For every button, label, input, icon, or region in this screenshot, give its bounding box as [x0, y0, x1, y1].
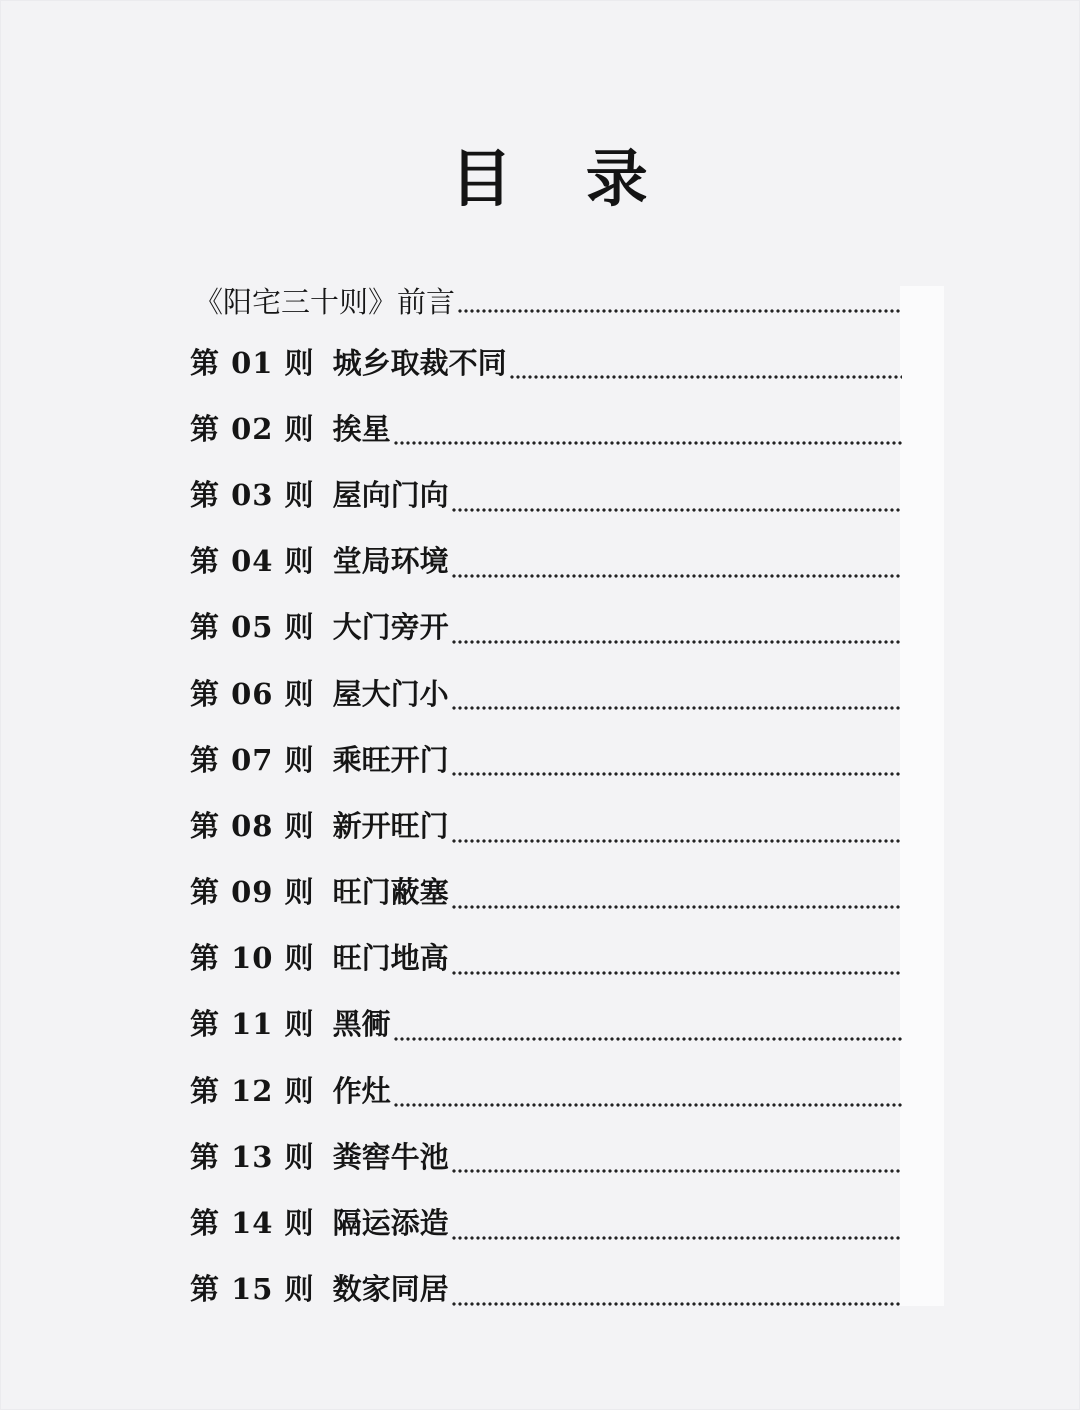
- toc-chapter-title: 粪窖牛池: [332, 1139, 449, 1174]
- toc-chapter-number: 第 10 则: [190, 941, 315, 976]
- toc-chapter-title: 作灶: [332, 1073, 391, 1108]
- toc-chapter-title: 黑衕: [332, 1007, 391, 1042]
- toc-entry[interactable]: [190, 791, 902, 857]
- toc-chapter-number: 第 11 则: [190, 1007, 315, 1042]
- scan-margin-band: [900, 286, 944, 1306]
- dot-leader: [451, 1154, 902, 1174]
- dot-leader: [451, 691, 902, 711]
- toc-chapter-title: 旺门地高: [332, 941, 449, 976]
- toc-entry[interactable]: [190, 924, 902, 990]
- toc-chapter-number: 第 13 则: [190, 1139, 315, 1174]
- toc-entry[interactable]: [190, 1255, 902, 1321]
- toc-preface-label: 《阳宅三十则》前言: [194, 284, 456, 319]
- dot-leader: [451, 1287, 902, 1307]
- toc-chapter-number: 第 06 则: [190, 676, 315, 711]
- toc-chapter-number: 第 14 则: [190, 1206, 315, 1241]
- toc-chapter-title: 大门旁开: [332, 610, 449, 645]
- dot-leader: [451, 956, 902, 976]
- dot-leader: [451, 1221, 902, 1241]
- toc-chapter-number: 第 02 则: [190, 411, 315, 446]
- toc-chapter-title: 挨星: [332, 411, 391, 446]
- toc-entry[interactable]: [190, 394, 902, 460]
- toc-chapter-number: 第 05 则: [190, 610, 315, 645]
- dot-leader: [451, 493, 902, 513]
- toc-chapter-title: 乘旺开门: [332, 742, 449, 777]
- toc-entry[interactable]: [190, 1188, 902, 1254]
- toc-entry[interactable]: [190, 659, 902, 725]
- toc-entry[interactable]: [190, 1056, 902, 1122]
- toc-chapter-title: 城乡取裁不同: [332, 345, 507, 380]
- dot-leader: [451, 559, 902, 579]
- dot-leader: [451, 890, 902, 910]
- toc-chapter-title: 屋大门小: [332, 676, 449, 711]
- toc-entry[interactable]: [190, 460, 902, 526]
- toc-entry[interactable]: [190, 328, 902, 394]
- toc-entry[interactable]: [190, 725, 902, 791]
- dot-leader: [393, 1022, 902, 1042]
- dot-leader: [451, 824, 902, 844]
- toc-preface-row[interactable]: [190, 272, 902, 328]
- toc-chapter-title: 屋向门向: [332, 477, 449, 512]
- toc-chapter-title: 隔运添造: [332, 1206, 449, 1241]
- toc-chapter-title: 新开旺门: [332, 808, 449, 843]
- table-of-contents: [190, 272, 902, 1321]
- toc-chapter-title: 堂局环境: [332, 544, 449, 579]
- dot-leader: [509, 360, 902, 380]
- page-title: 目 录: [450, 142, 674, 215]
- toc-chapter-title: 旺门蔽塞: [332, 875, 449, 910]
- toc-entry[interactable]: [190, 593, 902, 659]
- dot-leader: [393, 1088, 902, 1108]
- dot-leader: [451, 625, 902, 645]
- dot-leader: [451, 757, 902, 777]
- toc-entry[interactable]: [190, 527, 902, 593]
- toc-chapter-number: 第 01 则: [190, 345, 315, 380]
- toc-chapter-number: 第 03 则: [190, 477, 315, 512]
- toc-chapter-number: 第 15 则: [190, 1272, 315, 1307]
- dot-leader: [393, 426, 902, 446]
- toc-chapter-number: 第 04 则: [190, 544, 315, 579]
- toc-entry[interactable]: [190, 858, 902, 924]
- toc-chapter-number: 第 08 则: [190, 808, 315, 843]
- toc-entry[interactable]: [190, 990, 902, 1056]
- toc-entry[interactable]: [190, 1122, 902, 1188]
- toc-chapter-title: 数家同居: [332, 1272, 449, 1307]
- dot-leader: [457, 294, 902, 314]
- toc-chapter-number: 第 07 则: [190, 742, 315, 777]
- toc-chapter-number: 第 09 则: [190, 875, 315, 910]
- toc-chapter-number: 第 12 则: [190, 1073, 315, 1108]
